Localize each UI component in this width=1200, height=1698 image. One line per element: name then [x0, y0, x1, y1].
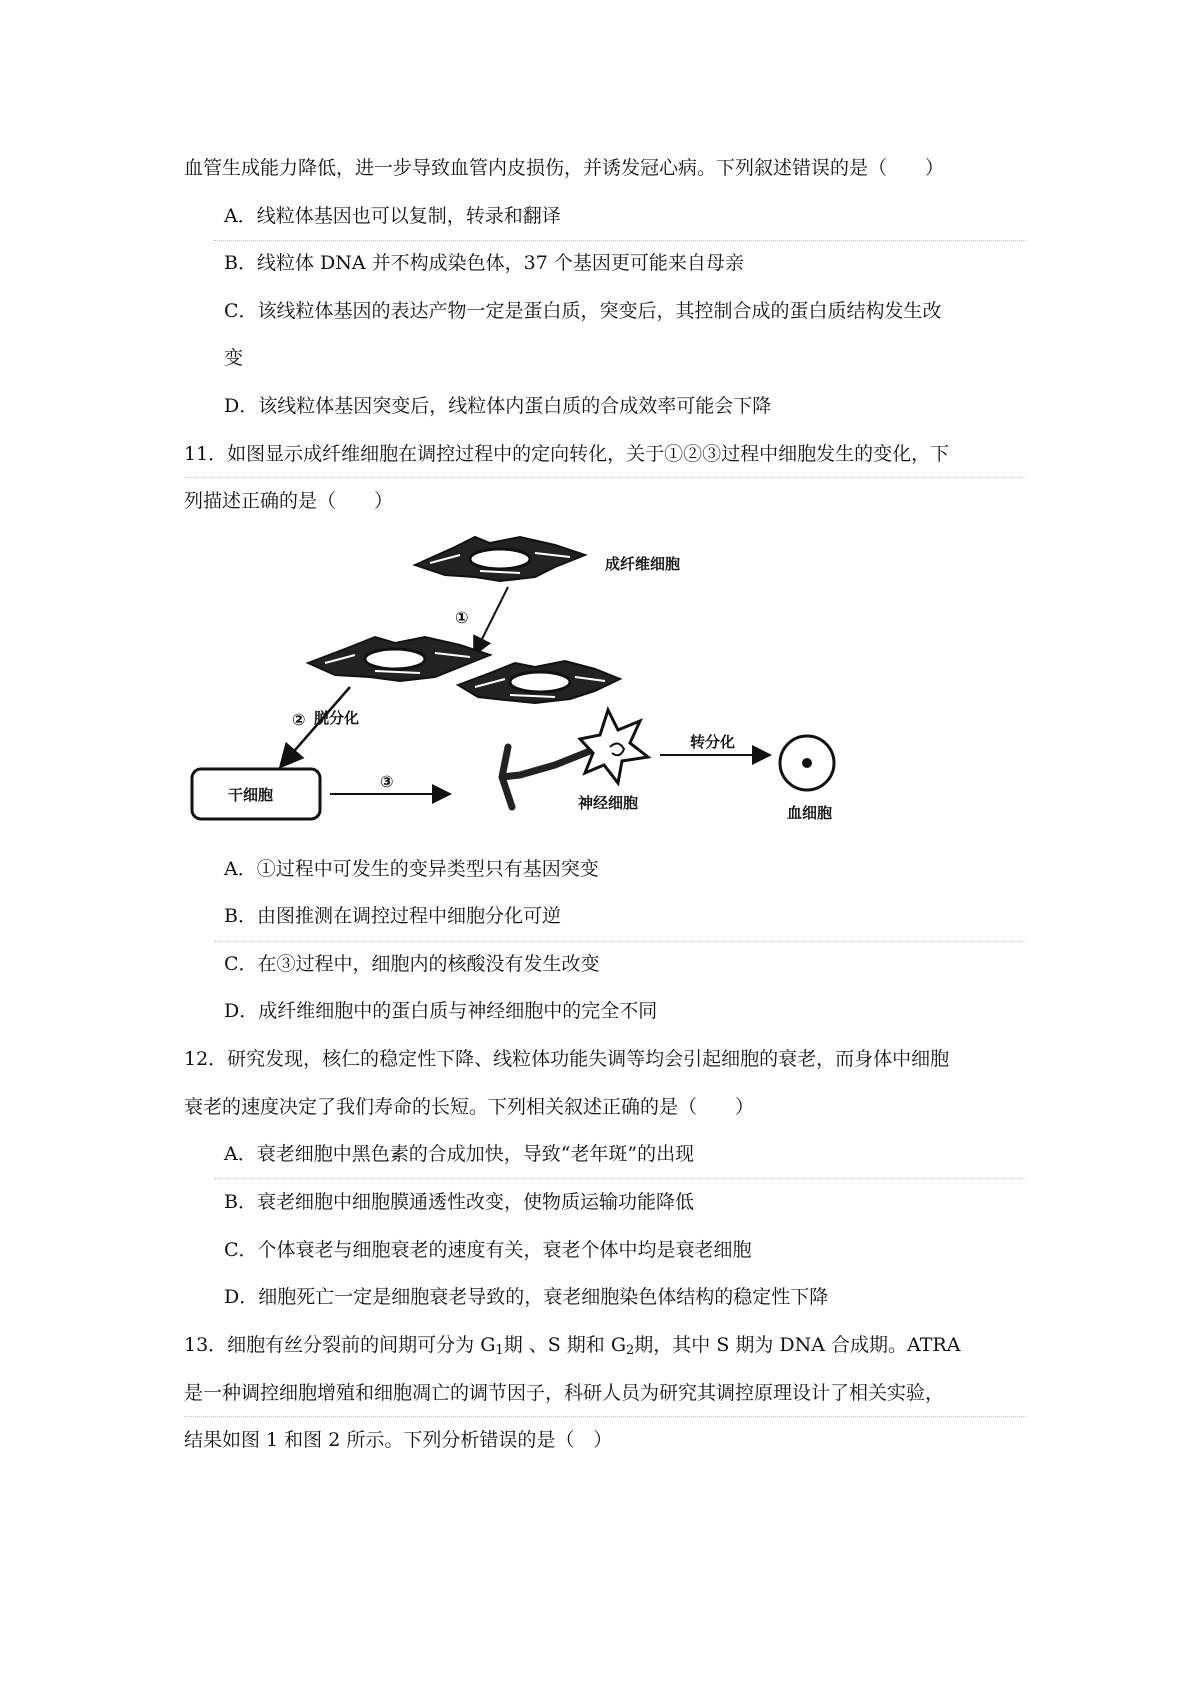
q13-stem-part-b: 期 、S 期和 G: [503, 1334, 627, 1356]
q11-stem-line2: 列描述正确的是（ ）: [184, 490, 394, 512]
q13-subscript-g1: 1: [495, 1343, 504, 1358]
q10-option-a: A．线粒体基因也可以复制，转录和翻译: [224, 205, 561, 227]
dotted-rule: [214, 240, 1026, 241]
q13-stem-part-a: 13．细胞有丝分裂前的间期可分为 G: [184, 1334, 496, 1356]
q10-option-c-wrap: 变: [224, 347, 244, 369]
fibroblast-label: 成纤维细胞: [605, 555, 681, 573]
q11-option-c: C．在③过程中，细胞内的核酸没有发生改变: [224, 953, 600, 975]
q13-stem-line3: 结果如图 1 和图 2 所示。下列分析错误的是（ ）: [184, 1429, 613, 1451]
q10-stem-tail: 血管生成能力降低，进一步导致血管内皮损伤，并诱发冠心病。下列叙述错误的是（ ）: [184, 157, 945, 179]
q13-stem-part-c: 期，其中 S 期为 DNA 合成期。ATRA: [634, 1334, 961, 1356]
dotted-rule: [214, 1178, 1026, 1179]
step3-marker: ③: [380, 772, 394, 791]
fibroblast-cell-left: [308, 637, 490, 681]
q11-option-b: B．由图推测在调控过程中细胞分化可逆: [224, 905, 561, 927]
dedifferentiation-label: 脱分化: [314, 709, 360, 727]
step1-arrow: [475, 587, 508, 653]
transdifferentiation-label: 转分化: [690, 733, 736, 751]
fibroblast-cell-right: [458, 661, 620, 703]
step2-marker: ②: [292, 710, 306, 729]
q13-stem-line1: [184, 1332, 960, 1358]
q13-stem-line2: 是一种调控细胞增殖和细胞凋亡的调节因子，科研人员为研究其调控原理设计了相关实验，: [184, 1382, 945, 1404]
q10-option-b: B．线粒体 DNA 并不构成染色体，37 个基因更可能来自母亲: [224, 252, 744, 274]
step1-marker: ①: [455, 608, 469, 627]
q10-option-d: D．该线粒体基因突变后，线粒体内蛋白质的合成效率可能会下降: [224, 395, 772, 417]
dotted-rule: [184, 477, 1026, 478]
q12-stem-line2: 衰老的速度决定了我们寿命的长短。下列相关叙述正确的是（ ）: [184, 1096, 755, 1118]
q12-option-d: D．细胞死亡一定是细胞衰老导致的，衰老细胞染色体结构的稳定性下降: [224, 1286, 829, 1308]
dotted-rule: [184, 1416, 1026, 1417]
q12-stem-line1: 12．研究发现，核仁的稳定性下降、线粒体功能失调等均会引起细胞的衰老，而身体中细胞: [184, 1048, 950, 1070]
fibroblast-cell-top: [415, 537, 585, 581]
q12-option-a: A．衰老细胞中黑色素的合成加快，导致“老年斑”的出现: [224, 1143, 695, 1165]
blood-cell-label: 血细胞: [787, 804, 833, 822]
q13-subscript-g2: 2: [626, 1343, 635, 1358]
neuron-cell: [502, 710, 648, 807]
q11-option-a: A．①过程中可发生的变异类型只有基因突变: [224, 858, 599, 880]
q12-option-b: B．衰老细胞中细胞膜通透性改变，使物质运输功能降低: [224, 1191, 694, 1213]
blood-cell: [780, 736, 834, 790]
q10-option-c: C．该线粒体基因的表达产物一定是蛋白质，突变后，其控制合成的蛋白质结构发生改: [224, 300, 942, 322]
neuron-label: 神经细胞: [578, 794, 639, 812]
q11-stem-line1: 11．如图显示成纤维细胞在调控过程中的定向转化，关于①②③过程中细胞发生的变化，下: [184, 443, 950, 465]
q12-option-c: C．个体衰老与细胞衰老的速度有关，衰老个体中均是衰老细胞: [224, 1239, 752, 1261]
stem-cell-label: 干细胞: [228, 786, 274, 804]
q11-option-d: D．成纤维细胞中的蛋白质与神经细胞中的完全不同: [224, 1000, 658, 1022]
dotted-rule: [214, 941, 1026, 942]
cell-transformation-figure: [190, 525, 890, 830]
